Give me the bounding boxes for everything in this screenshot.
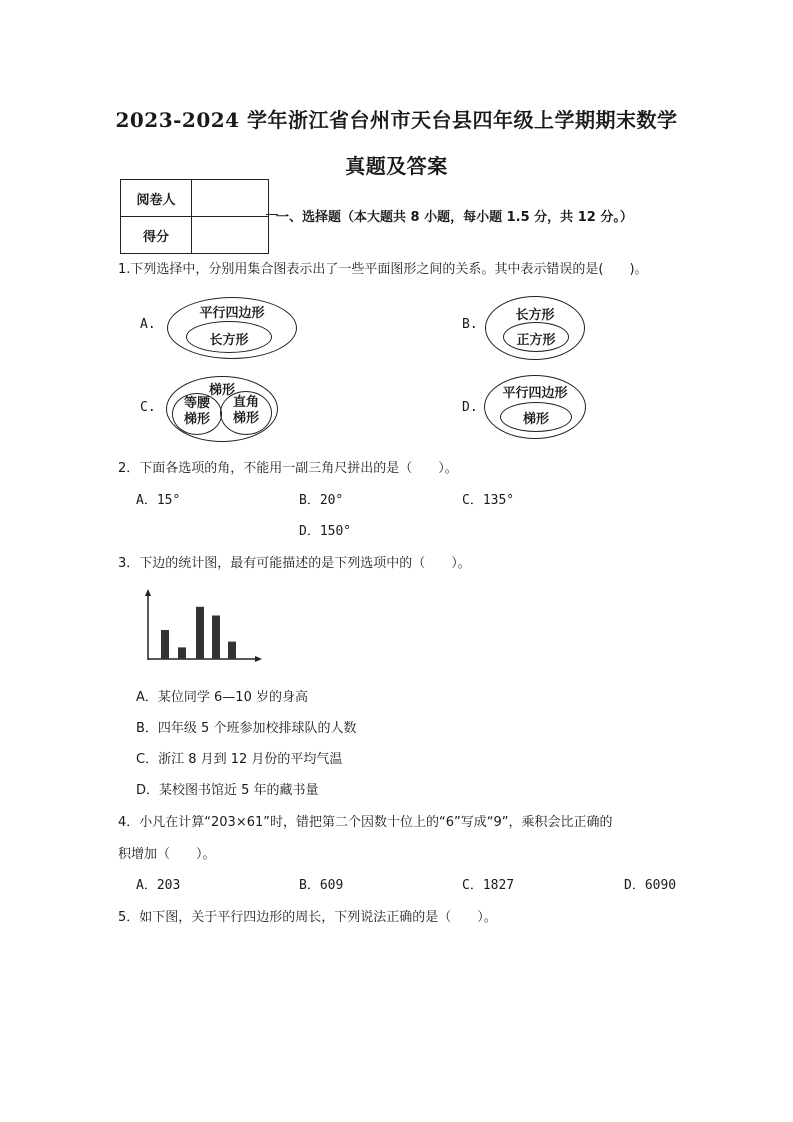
document-title-line1: 2023-2024 学年浙江省台州市天台县四年级上学期期末数学 <box>115 108 678 132</box>
question-3-text: 3．下边的统计图，最有可能描述的是下列选项中的（ ）。 <box>118 556 471 571</box>
q4-option-a[interactable]: A．203 <box>136 878 181 893</box>
q2-option-d[interactable]: D．150° <box>299 524 352 539</box>
score-field[interactable] <box>192 217 269 254</box>
q4-option-c[interactable]: C．1827 <box>462 878 515 893</box>
label-line: 等腰 <box>183 396 210 411</box>
reviewer-field[interactable] <box>192 180 269 217</box>
question-2-text: 2．下面各选项的角，不能用一副三角尺拼出的是（ ）。 <box>118 461 458 476</box>
outer-set-label: 梯形 <box>208 383 235 398</box>
q2-option-c[interactable]: C．135° <box>462 493 515 508</box>
outer-set-label: 平行四边形 <box>199 306 265 321</box>
bars <box>161 607 236 659</box>
q4-option-b[interactable]: B．609 <box>299 878 344 893</box>
q1-option-c-label[interactable]: C. <box>140 400 156 415</box>
section-title: 一、选择题（本大题共 8 小题，每小题 1.5 分，共 12 分。） <box>276 210 633 225</box>
bar-1 <box>161 630 169 659</box>
label-line: 梯形 <box>232 411 259 426</box>
question-4-text-line1: 4．小凡在计算“203×61”时，错把第二个因数十位上的“6”写成“9”，乘积会比正确的 <box>118 815 613 830</box>
score-label: 得分 <box>121 217 192 254</box>
bar-3 <box>196 607 204 659</box>
inner-set-label: 正方形 <box>516 333 556 348</box>
document-title-line2: 真题及答案 <box>345 154 448 178</box>
label-line: 梯形 <box>183 412 210 427</box>
inner-set-label: 梯形 <box>522 412 549 427</box>
label-line: 直角 <box>232 395 259 410</box>
inner-set-label: 长方形 <box>209 333 249 348</box>
inner-set-label-isosceles <box>172 396 222 428</box>
q2-option-a[interactable]: A．15° <box>136 493 181 508</box>
q3-option-c[interactable]: C．浙江 8 月到 12 月份的平均气温 <box>136 752 343 767</box>
q3-option-b[interactable]: B．四年级 5 个班参加校排球队的人数 <box>136 721 357 736</box>
bar-5 <box>228 642 236 659</box>
question-1-text: 1.下列选择中，分别用集合图表示出了一些平面图形之间的关系。其中表示错误的是( )。 <box>118 262 648 277</box>
score-row-score <box>121 217 269 254</box>
outer-set-label: 平行四边形 <box>502 386 568 401</box>
q4-option-d[interactable]: D．6090 <box>624 878 677 893</box>
q1-option-b-label[interactable]: B. <box>462 317 478 332</box>
reviewer-label: 阅卷人 <box>121 180 192 217</box>
q2-option-b[interactable]: B．20° <box>299 493 344 508</box>
outer-set-label: 长方形 <box>515 308 555 323</box>
y-axis <box>145 589 151 660</box>
bar-4 <box>212 616 220 660</box>
inner-set-label-right <box>220 395 272 427</box>
q3-option-d[interactable]: D．某校图书馆近 5 年的藏书量 <box>136 783 319 798</box>
question-5-text: 5．如下图，关于平行四边形的周长，下列说法正确的是（ ）。 <box>118 910 497 925</box>
question-4-text-line2: 积增加（ ）。 <box>118 847 216 862</box>
score-table <box>120 179 269 254</box>
score-row-reviewer <box>121 180 269 217</box>
bar-2 <box>178 647 186 659</box>
q1-option-d-label[interactable]: D. <box>462 400 478 415</box>
q1-option-a-label[interactable]: A. <box>140 317 156 332</box>
bar-chart <box>140 588 265 663</box>
q3-option-a[interactable]: A．某位同学 6—10 岁的身高 <box>136 690 308 705</box>
